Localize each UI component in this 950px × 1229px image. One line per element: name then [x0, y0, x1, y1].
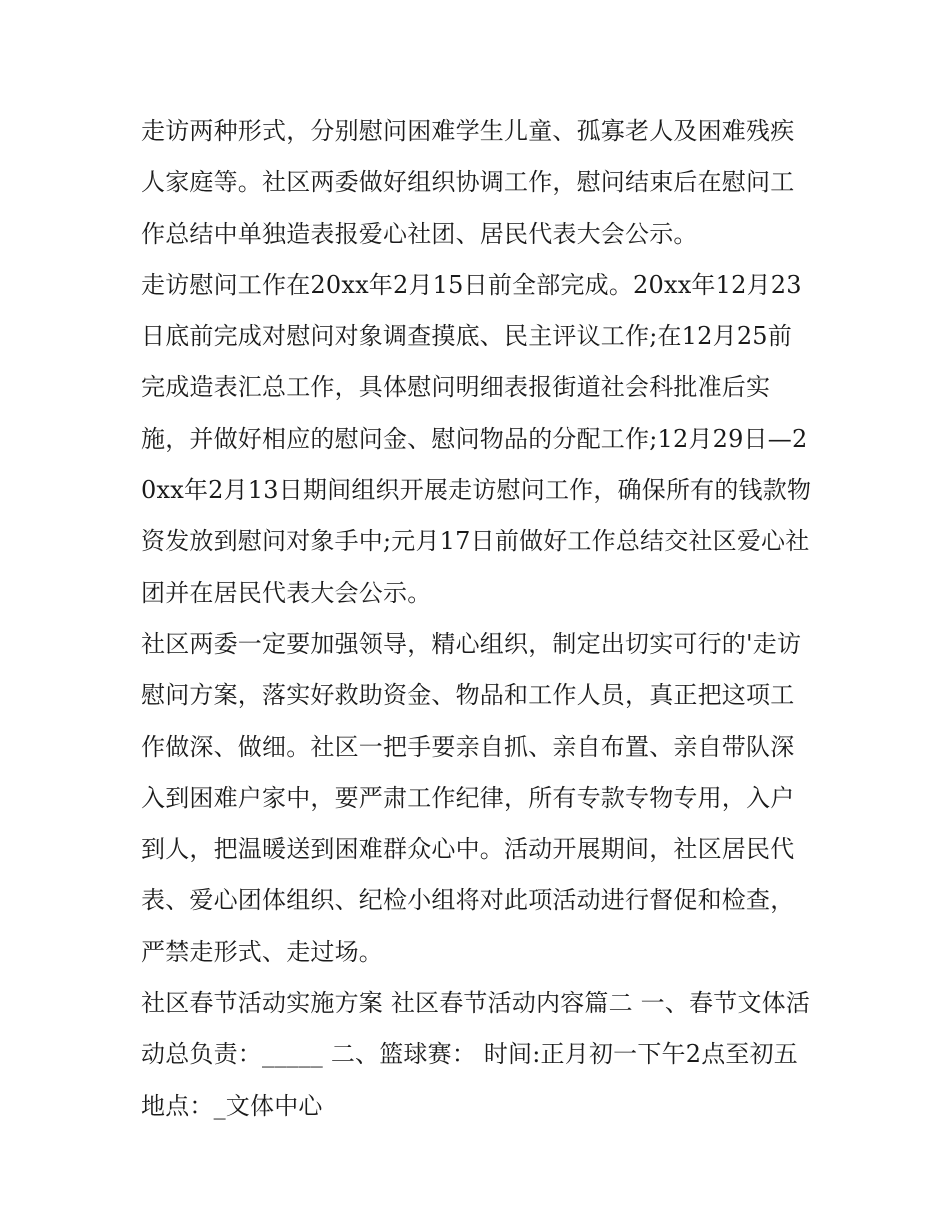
paragraph-visit-forms: 走访两种形式，分别慰问困难学生儿童、孤寡老人及困难残疾人家庭等。社区两委做好组织协调工作，慰问结束后在慰问工作总结中单独造表报爱心社团、居民代表大会公示。 — [141, 117, 795, 248]
document-body — [141, 106, 816, 1132]
paragraph-schedule: 走访慰问工作在20xx年2月15日前全部完成。20xx年12月23日底前完成对慰问对象调查摸底、民主评议工作;在12月25前完成造表汇总工作，具体慰问明细表报街道社会科批准后实施，并做好相应的慰问金、慰问物品的分配工作;12月29日—20xx年2月13日期间组织开展走访慰问工作，确保所有的钱款物资发放到慰问对象手中;元月17日前做好工作总结交社区爱心社团并在居民代表大会公示。 — [141, 270, 812, 607]
paragraph-leadership: 社区两委一定要加强领导，精心组织，制定出切实可行的'走访慰问方案，落实好救助资金、物品和工作人员，真正把这项工作做深、做细。社区一把手要亲自抓、亲自布置、亲自带队深入到困难户家中，要严肃工作纪律，所有专款专物专用，入户到人，把温暖送到困难群众心中。活动开展期间，社区居民代表、爱心团体组织、纪检小组将对此项活动进行督促和检查，严禁走形式、走过场。 — [141, 629, 802, 966]
paragraph-activity-plan: 社区春节活动实施方案 社区春节活动内容篇二 一、春节文体活动总负责：_____ 二、篮球赛： 时间:正月初一下午2点至初五 地点：_文体中心 — [141, 989, 811, 1120]
